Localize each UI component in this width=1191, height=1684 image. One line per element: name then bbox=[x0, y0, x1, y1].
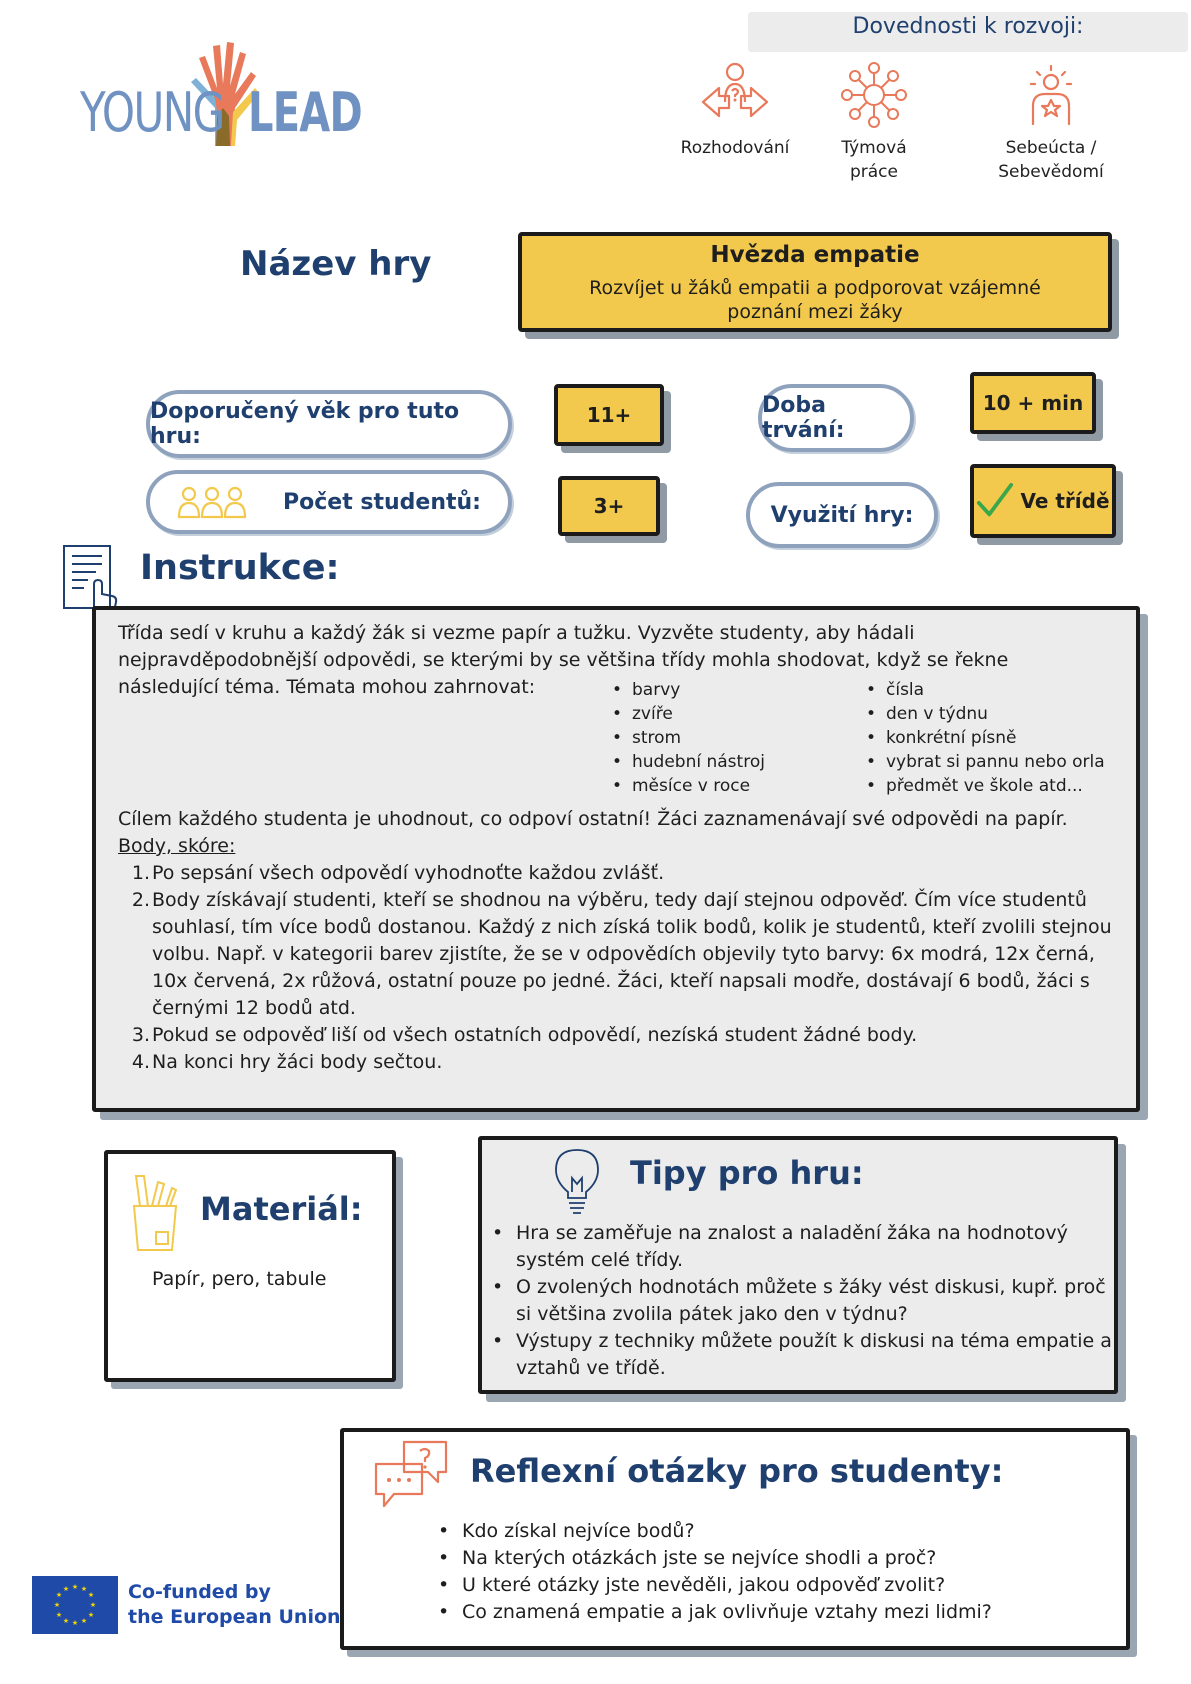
list-item: 2. Body získávají studenti, kteří se shodnou na výběru, tedy dají stejnou odpověď. Čím více studentů souhlasí, tím více bodů dostanou. Každý z nich získá tolik bodů, kolik je studentů, kteří zvolili stejnou volbu. Např. v kategorii barev zjistíte, že se v odpovědích objevily tyto barvy: 6x modrá, 12x černá, 10x červená, 2x růžová, ostatní pouze po jedné. Žáci, kteří napsali modře, dostávají 6 bodů, žáci s černými 12 bodů atd. bbox=[131, 889, 1112, 1019]
list-item: • Hra se zaměřuje na znalost a naladění žáka na hodnotový systém celé třídy. bbox=[490, 1220, 1114, 1274]
duration-value: 10 + min bbox=[982, 391, 1084, 415]
topics-list-1 bbox=[608, 678, 765, 798]
svg-text:★: ★ bbox=[55, 1591, 63, 1599]
game-title-box bbox=[518, 232, 1112, 332]
game-name-label: Název hry bbox=[240, 244, 432, 284]
list-item: • hudební nástroj bbox=[608, 750, 765, 774]
list-item: • U které otázky jste nevěděli, jakou odpověď zvolit? bbox=[436, 1572, 992, 1599]
age-label-pill bbox=[146, 390, 512, 458]
list-item: • zvíře bbox=[608, 702, 765, 726]
students-icon bbox=[177, 485, 247, 519]
game-title: Hvězda empatie bbox=[710, 242, 920, 268]
checkmark-icon bbox=[976, 481, 1014, 521]
logo-young-text: YOUNG bbox=[80, 81, 224, 144]
eu-line-1: Co-funded by bbox=[128, 1581, 271, 1603]
svg-text:★: ★ bbox=[89, 1601, 97, 1609]
instructions-goal: Cílem každého studenta je uhodnout, co odpoví ostatní! Žáci zaznamenávají své odpovědi na papír. bbox=[118, 808, 1068, 830]
svg-text:★: ★ bbox=[71, 1619, 79, 1627]
svg-text:★: ★ bbox=[62, 1585, 70, 1593]
list-item: • konkrétní písně bbox=[862, 726, 1105, 750]
svg-text:★: ★ bbox=[87, 1591, 95, 1599]
list-item: • Výstupy z techniky můžete použít k diskusi na téma empatie a vztahů ve třídě. bbox=[490, 1328, 1114, 1382]
material-text: Papír, pero, tabule bbox=[152, 1268, 327, 1290]
skill-label: Rozhodování bbox=[680, 138, 790, 158]
list-item: 4. Na konci hry žáci body sečtou. bbox=[131, 1051, 443, 1073]
age-value-box bbox=[554, 384, 664, 446]
usage-label-pill bbox=[746, 482, 938, 548]
game-subtitle: Rozvíjet u žáků empatii a podporovat vzájemné poznání mezi žáky bbox=[589, 277, 1041, 323]
usage-label: Využití hry: bbox=[770, 502, 914, 528]
list-item: 1. Po sepsání všech odpovědí vyhodnoťte každou zvlášť. bbox=[131, 862, 665, 884]
skill-self-esteem bbox=[966, 60, 1136, 184]
usage-value-box bbox=[970, 464, 1116, 538]
eu-flag-icon bbox=[32, 1576, 118, 1634]
speech-bubbles-icon bbox=[372, 1438, 452, 1512]
svg-text:★: ★ bbox=[55, 1611, 63, 1619]
age-label: Doporučený věk pro tuto hru: bbox=[150, 399, 460, 449]
skill-teamwork bbox=[798, 60, 950, 184]
reflection-list bbox=[436, 1518, 992, 1626]
score-steps bbox=[118, 860, 1128, 1076]
self-esteem-icon bbox=[1015, 60, 1087, 130]
list-item: • strom bbox=[608, 726, 765, 750]
svg-text:★: ★ bbox=[53, 1601, 61, 1609]
list-item: • barvy bbox=[608, 678, 765, 702]
skills-title: Dovednosti k rozvoji: bbox=[852, 14, 1084, 39]
lightbulb-icon bbox=[552, 1146, 602, 1216]
list-item: • vybrat si pannu nebo orla bbox=[862, 750, 1105, 774]
tips-list bbox=[490, 1220, 1114, 1382]
tips-title: Tipy pro hru: bbox=[630, 1154, 864, 1192]
list-item: • Kdo získal nejvíce bodů? bbox=[436, 1518, 992, 1545]
logo-lead-text: LEAD bbox=[248, 81, 362, 144]
svg-text:★: ★ bbox=[62, 1617, 70, 1625]
skill-decision bbox=[650, 60, 820, 160]
eu-funding-text bbox=[128, 1580, 341, 1630]
duration-value-box bbox=[970, 372, 1096, 434]
topics-list-2 bbox=[862, 678, 1105, 798]
duration-label: Doba trvání: bbox=[762, 393, 845, 443]
teamwork-icon bbox=[838, 60, 910, 130]
students-value: 3+ bbox=[593, 494, 625, 518]
list-item: 3. Pokud se odpověď liší od všech ostatních odpovědí, nezíská student žádné body. bbox=[131, 1024, 918, 1046]
instructions-goal-section bbox=[118, 806, 1128, 1076]
reflection-title: Reflexní otázky pro studenty: bbox=[470, 1452, 1004, 1490]
svg-text:★: ★ bbox=[80, 1585, 88, 1593]
list-item: • O zvolených hodnotách můžete s žáky vést diskusi, kupř. proč si většina zvolila pátek jako den v týdnu? bbox=[490, 1274, 1114, 1328]
pencil-cup-icon bbox=[130, 1172, 180, 1252]
duration-label-pill bbox=[758, 384, 914, 452]
list-item: • předmět ve škole atd... bbox=[862, 774, 1105, 798]
svg-text:★: ★ bbox=[71, 1583, 79, 1591]
svg-text:★: ★ bbox=[80, 1617, 88, 1625]
list-item: • čísla bbox=[862, 678, 1105, 702]
instructions-intro: Třída sedí v kruhu a každý žák si vezme papír a tužku. Vyzvěte studenty, aby hádali nejpravděpodobnější odpovědi, se kterými by se většina třídy mohla shodovat, když se řekne následující téma. Témata mohou zahrnovat: bbox=[118, 622, 1009, 698]
instructions-title: Instrukce: bbox=[140, 548, 340, 588]
usage-value: Ve třídě bbox=[1020, 489, 1110, 513]
document-hand-icon bbox=[62, 544, 120, 614]
students-label: Počet studentů: bbox=[283, 489, 481, 515]
material-title: Materiál: bbox=[200, 1190, 363, 1228]
skill-label: Týmová práce bbox=[841, 138, 907, 182]
list-item: • den v týdnu bbox=[862, 702, 1105, 726]
students-label-pill bbox=[146, 470, 512, 534]
students-value-box bbox=[558, 476, 660, 536]
list-item: • měsíce v roce bbox=[608, 774, 765, 798]
list-item: • Na kterých otázkách jste se nejvíce shodli a proč? bbox=[436, 1545, 992, 1572]
eu-line-2: the European Union bbox=[128, 1606, 341, 1628]
decision-icon bbox=[699, 60, 771, 130]
score-heading: Body, skóre: bbox=[118, 835, 236, 857]
skill-label: Sebeúcta / Sebevědomí bbox=[998, 138, 1104, 182]
list-item: • Co znamená empatie a jak ovlivňuje vztahy mezi lidmi? bbox=[436, 1599, 992, 1626]
age-value: 11+ bbox=[586, 403, 632, 427]
svg-text:★: ★ bbox=[87, 1611, 95, 1619]
